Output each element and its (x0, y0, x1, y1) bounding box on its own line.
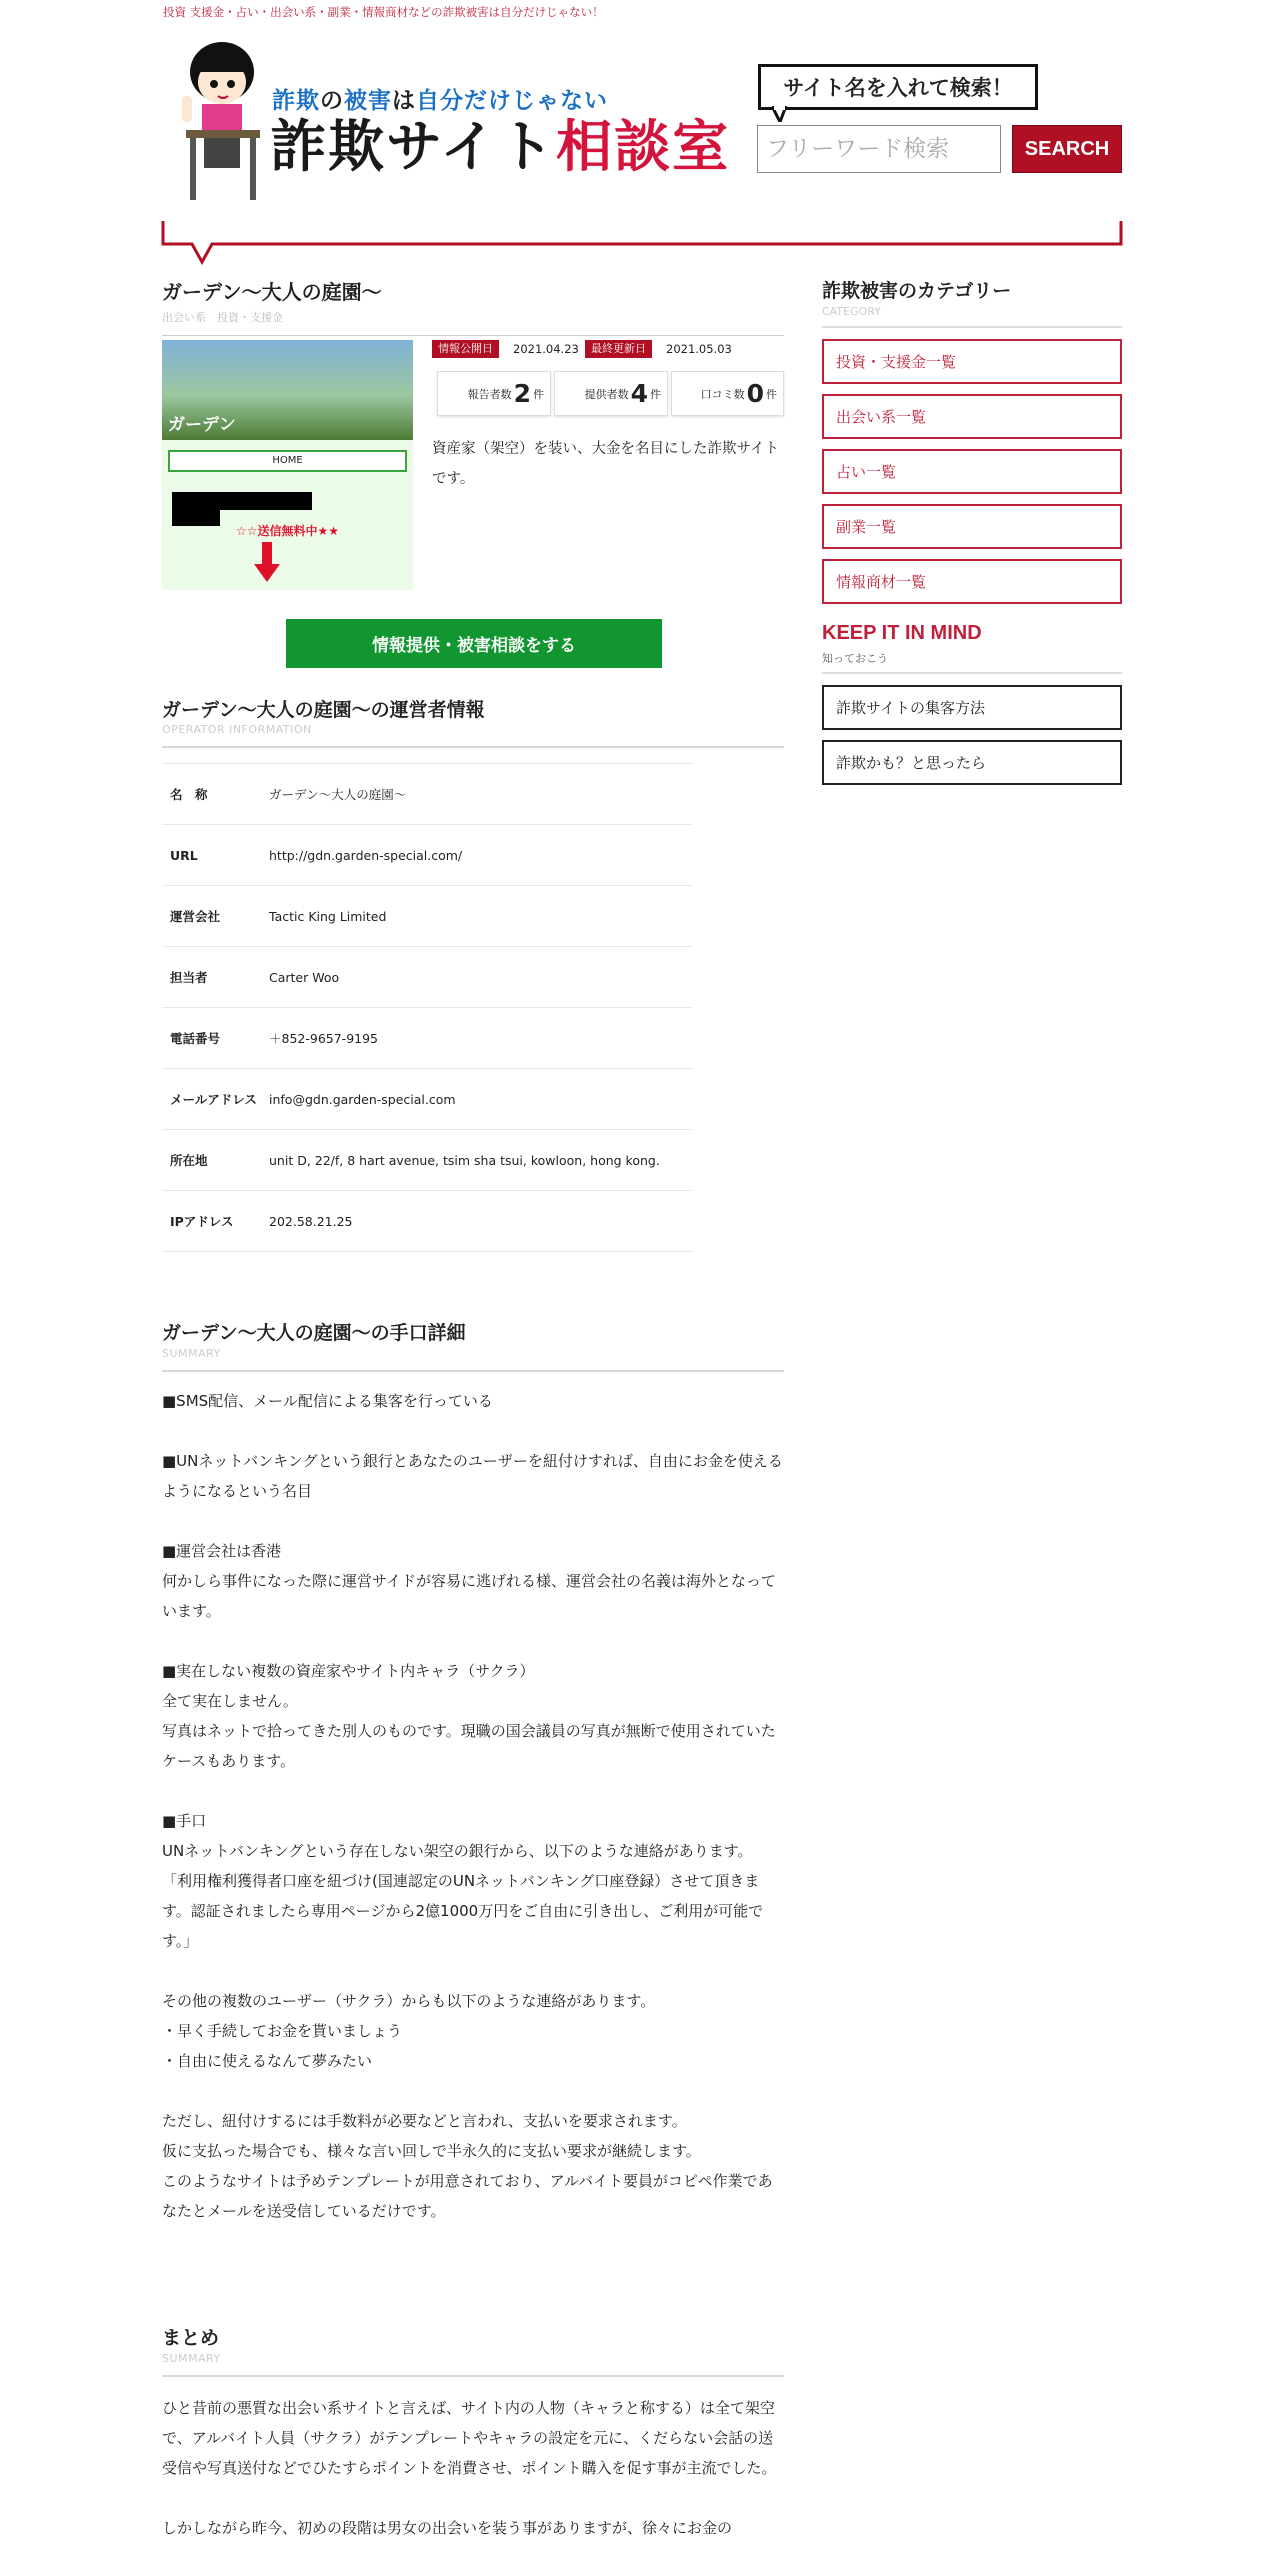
detail-title: ガーデン〜大人の庭園〜の手口詳細 (162, 1322, 466, 1344)
paragraph: ひと昔前の悪質な出会い系サイトと言えば、サイト内の人物（キャラと称する）は全て架空で、アルバイト人員（サクラ）がテンプレートやキャラの設定を元に、くだらない会話の送受信や写真送付などでひたすらポイントを消費させ、ポイント購入を促す事が主流でした。 (162, 2399, 777, 2477)
thumbnail-title: ガーデン (168, 415, 236, 435)
header-tagline: 詐欺の被害は自分だけじゃない (272, 88, 608, 114)
row-value: http://gdn.garden-special.com/ (269, 825, 692, 886)
divider (162, 2375, 784, 2377)
paragraph: 「利用権利獲得者口座を紐づけ(国連認定のUNネットバンキング口座登録）させて頂きます。認証されましたら専用ページから2億1000万円をご自由に引き出し、ご利用が可能です。」 (162, 1872, 764, 1950)
row-value: info@gdn.garden-special.com (269, 1069, 692, 1130)
site-title: ガーデン〜大人の庭園〜 (162, 280, 382, 304)
mascot-illustration (176, 40, 268, 205)
keep-in-mind-title: KEEP IT IN MIND (822, 622, 982, 644)
paragraph (162, 1626, 784, 1656)
sidebar-item-info-product[interactable]: 情報商材一覧 (822, 559, 1122, 604)
paragraph: ■UNネットバンキングという銀行とあなたのユーザーを紐付けすれば、自由にお金を使えるようになるという名目 (162, 1452, 783, 1500)
matome-subtitle: SUMMARY (162, 2352, 221, 2365)
table-row (162, 1191, 692, 1252)
table-row (162, 825, 692, 886)
search-input[interactable] (757, 125, 1001, 173)
sidebar-item-attract-methods[interactable]: 詐欺サイトの集客方法 (822, 685, 1122, 730)
matome-body (162, 2393, 784, 2543)
operator-title: ガーデン〜大人の庭園〜の運営者情報 (162, 699, 485, 721)
stat-providers: 提供者数 4 件 (554, 371, 668, 416)
paragraph (162, 2076, 784, 2106)
row-key: URL (162, 825, 269, 886)
sidebar-item-sidejob[interactable]: 副業一覧 (822, 504, 1122, 549)
row-key: 担当者 (162, 947, 269, 1008)
divider (822, 672, 1122, 674)
row-key: 運営会社 (162, 886, 269, 947)
sidebar-category-sub: CATEGORY (822, 305, 881, 318)
paragraph: ■手口 (162, 1812, 207, 1830)
published-badge: 情報公開日 (432, 340, 499, 358)
paragraph: 写真はネットで拾ってきた別人のものです。現職の国会議員の写真が無断で使用されていたケースもあります。 (162, 1722, 776, 1770)
operator-table (162, 763, 692, 1252)
row-value: ＋852-9657-9195 (269, 1008, 692, 1069)
paragraph (162, 2483, 784, 2513)
paragraph: その他の複数のユーザー（サクラ）からも以下のような連絡があります。 (162, 1992, 656, 2010)
sidebar-item-investment[interactable]: 投資・支援金一覧 (822, 339, 1122, 384)
table-row (162, 1069, 692, 1130)
row-key: 所在地 (162, 1130, 269, 1191)
paragraph (162, 1416, 784, 1446)
updated-date: 2021.05.03 (666, 342, 732, 356)
paragraph: 仮に支払った場合でも、様々な言い回しで半永久的に支払い要求が継続します。 (162, 2142, 701, 2160)
row-value: Tactic King Limited (269, 886, 692, 947)
paragraph: ■運営会社は香港 (162, 1542, 282, 1560)
paragraph: ・自由に使えるなんて夢みたい (162, 2052, 373, 2070)
row-key: 電話番号 (162, 1008, 269, 1069)
paragraph (162, 1506, 784, 1536)
row-key: メールアドレス (162, 1069, 269, 1130)
paragraph: 何かしら事件になった際に運営サイドが容易に逃げれる様、運営会社の名義は海外となっています。 (162, 1572, 776, 1620)
paragraph (162, 1956, 784, 1986)
detail-subtitle: SUMMARY (162, 1347, 221, 1360)
keep-in-mind-sub: 知っておこう (822, 652, 888, 665)
row-value: 202.58.21.25 (269, 1191, 692, 1252)
thumbnail-free-text: ☆☆送信無料中★★ (235, 524, 340, 538)
detail-body (162, 1386, 784, 2226)
divider (162, 335, 784, 336)
sidebar-item-if-scam[interactable]: 詐欺かも？と思ったら (822, 740, 1122, 785)
stat-reporters: 報告者数 2 件 (437, 371, 551, 416)
paragraph (162, 1776, 784, 1806)
consult-button[interactable]: 情報提供・被害相談をする (286, 619, 662, 668)
divider (162, 746, 784, 748)
paragraph: このようなサイトは予めテンプレートが用意されており、アルバイト要員がコピペ作業であなたとメールを送受信しているだけです。 (162, 2172, 773, 2220)
paragraph: ■SMS配信、メール配信による集客を行っている (162, 1392, 493, 1410)
paragraph: しかしながら昨今、初めの段階は男女の出会いを装う事がありますが、徐々にお金の (162, 2519, 733, 2537)
paragraph: ■実在しない複数の資産家やサイト内キャラ（サクラ） (162, 1662, 535, 1680)
top-notice: 投資 支援金・占い・出会い系・副業・情報商材などの詐欺被害は自分だけじゃない！ (163, 5, 604, 19)
sidebar-item-fortune[interactable]: 占い一覧 (822, 449, 1122, 494)
operator-subtitle: OPERATOR INFORMATION (162, 723, 312, 736)
divider (822, 326, 1122, 328)
search-prompt-bubble: サイト名を入れて検索！ (758, 64, 1038, 110)
site-logo[interactable]: 詐欺サイト相談室 (270, 115, 731, 180)
thumbnail-home: HOME (168, 450, 407, 472)
row-key: 名 称 (162, 764, 269, 825)
bubble-tail (772, 106, 794, 122)
table-row (162, 764, 692, 825)
row-value: Carter Woo (269, 947, 692, 1008)
table-row (162, 1130, 692, 1191)
paragraph: 全て実在しません。 (162, 1692, 298, 1710)
table-row (162, 1008, 692, 1069)
paragraph: UNネットバンキングという存在しない架空の銀行から、以下のような連絡があります。 (162, 1842, 753, 1860)
site-description: 資産家（架空）を装い、大金を名目にした詐欺サイトです。 (432, 441, 779, 487)
published-date: 2021.04.23 (513, 342, 579, 356)
header-divider (0, 215, 1284, 265)
site-header (162, 276, 784, 336)
sidebar-category-title: 詐欺被害のカテゴリー (822, 280, 1012, 302)
table-row (162, 886, 692, 947)
site-screenshot-thumbnail (162, 340, 413, 590)
thumbnail-redaction (172, 492, 312, 510)
paragraph: ただし、紐付けするには手数料が必要などと言われ、支払いを要求されます。 (162, 2112, 687, 2130)
down-arrow-icon (254, 542, 280, 582)
site-categories: 出会い系 投資・支援金 (162, 311, 283, 324)
updated-badge: 最終更新日 (585, 340, 652, 358)
divider (162, 1370, 784, 1372)
sidebar-item-dating[interactable]: 出会い系一覧 (822, 394, 1122, 439)
matome-title: まとめ (162, 2327, 220, 2349)
row-value: unit D, 22/f, 8 hart avenue, tsim sha tsui, kowloon, hong kong. (269, 1130, 692, 1191)
paragraph: ・早く手続してお金を貰いましょう (162, 2022, 403, 2040)
row-value: ガーデン〜大人の庭園〜 (269, 764, 692, 825)
table-row (162, 947, 692, 1008)
stat-reviews: 口コミ数 0 件 (671, 371, 784, 416)
search-button[interactable]: SEARCH (1012, 125, 1122, 173)
row-key: IPアドレス (162, 1191, 269, 1252)
